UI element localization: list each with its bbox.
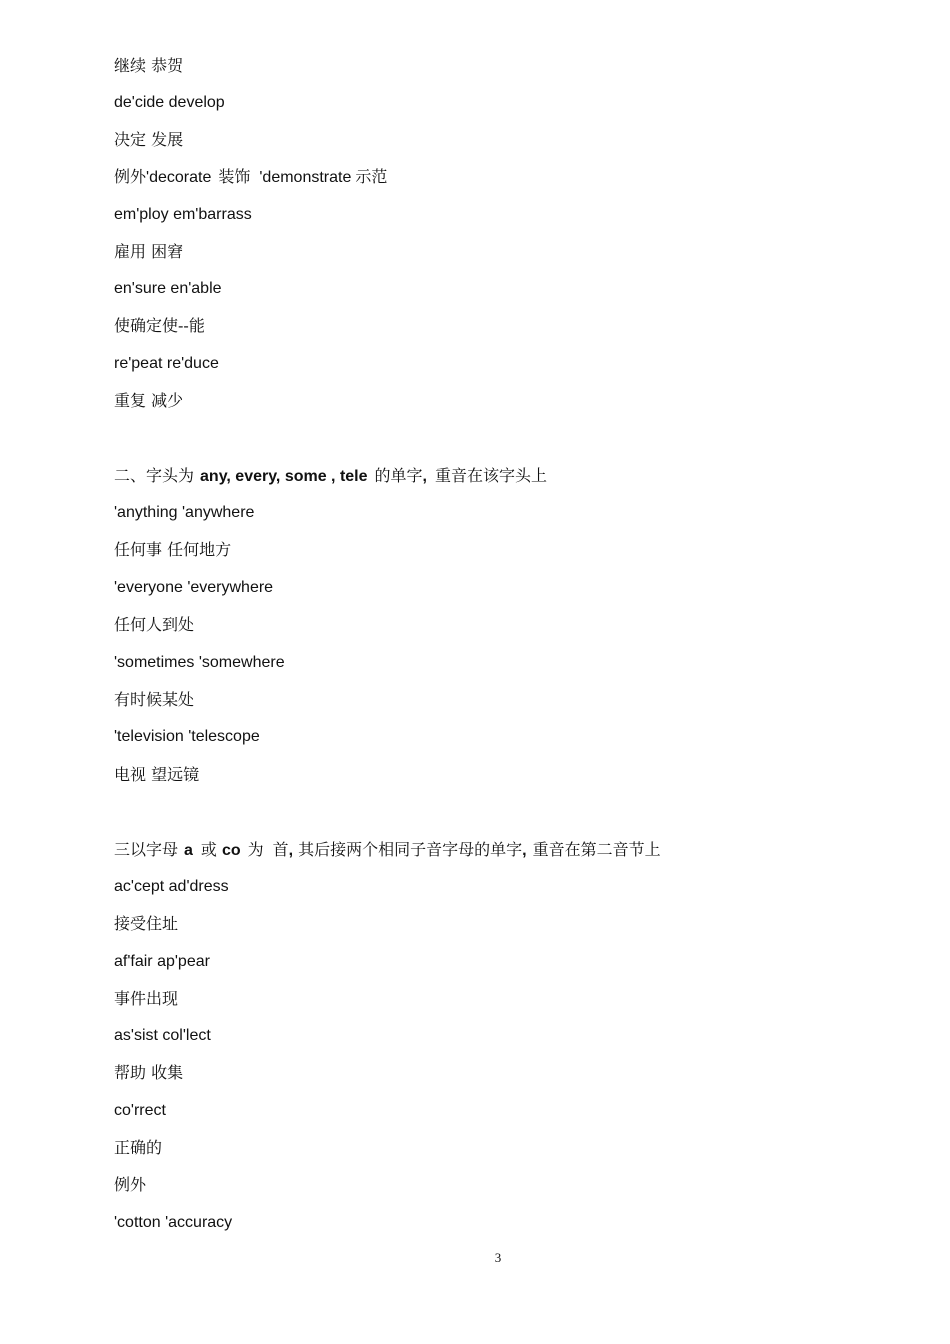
heading-tail: 重音在第二音节上 [532,840,661,859]
heading-letter-co: co [221,842,241,859]
heading-prefix: 二、字头为 [114,466,195,485]
text-line: 'cotton 'accuracy [114,1214,233,1231]
text-line: 重复 减少 [114,391,184,410]
text-line: 例外 [114,1175,147,1194]
text-line-exception [114,167,387,188]
text-line: 事件出现 [114,989,179,1008]
text-line: as'sist col'lect [114,1027,211,1044]
heading-as: 为 [247,840,264,859]
text-line: co'rrect [114,1102,166,1119]
heading-or: 或 [200,840,217,859]
text-line: ac'cept ad'dress [114,878,229,895]
example-word: 'decorate [146,169,212,186]
page-number: 3 [494,1250,502,1265]
exception-label: 例外 [114,167,147,186]
text-line: en'sure en'able [114,280,222,297]
text-line: 使确定使--能 [114,316,205,335]
text-line: 帮助 收集 [114,1063,184,1082]
text-line: 正确的 [114,1138,163,1157]
text-line: 雇用 困窘 [114,242,184,261]
text-line: 任何事 任何地方 [114,540,232,559]
text-line: 'anything 'anywhere [114,504,255,521]
heading-middle: 其后接两个相同子音字母的单字 [298,840,523,859]
section-heading [114,840,661,861]
example-gloss: 示范 [355,167,388,186]
heading-comma: , [288,842,294,859]
text-line: 电视 望远镜 [114,765,200,784]
heading-letter-a: a [184,842,193,859]
heading-terms: any, every, some , tele [200,468,368,485]
text-line: 'sometimes 'somewhere [114,654,285,671]
example-gloss: 装饰 [218,167,251,186]
text-line: de'cide develop [114,94,225,111]
text-line: em'ploy em'barrass [114,206,252,223]
text-line: 继续 恭贺 [114,56,184,75]
heading-tail: 重音在该字头上 [434,466,547,485]
section-heading [114,466,547,487]
heading-first: 首 [272,840,289,859]
heading-prefix: 三以字母 [114,840,179,859]
text-line: 有时候某处 [114,690,195,709]
heading-comma: , [522,842,527,859]
heading-suffix: 的单字 [374,466,423,485]
text-line: 'everyone 'everywhere [114,579,274,596]
text-line: af'fair ap'pear [114,953,210,970]
heading-comma: , [422,468,427,485]
example-word: 'demonstrate [259,169,352,186]
text-line: 任何人到处 [114,615,195,634]
text-line: re'peat re'duce [114,355,219,372]
text-line: 'television 'telescope [114,728,260,745]
text-line: 决定 发展 [114,130,184,149]
text-line: 接受住址 [114,914,179,933]
